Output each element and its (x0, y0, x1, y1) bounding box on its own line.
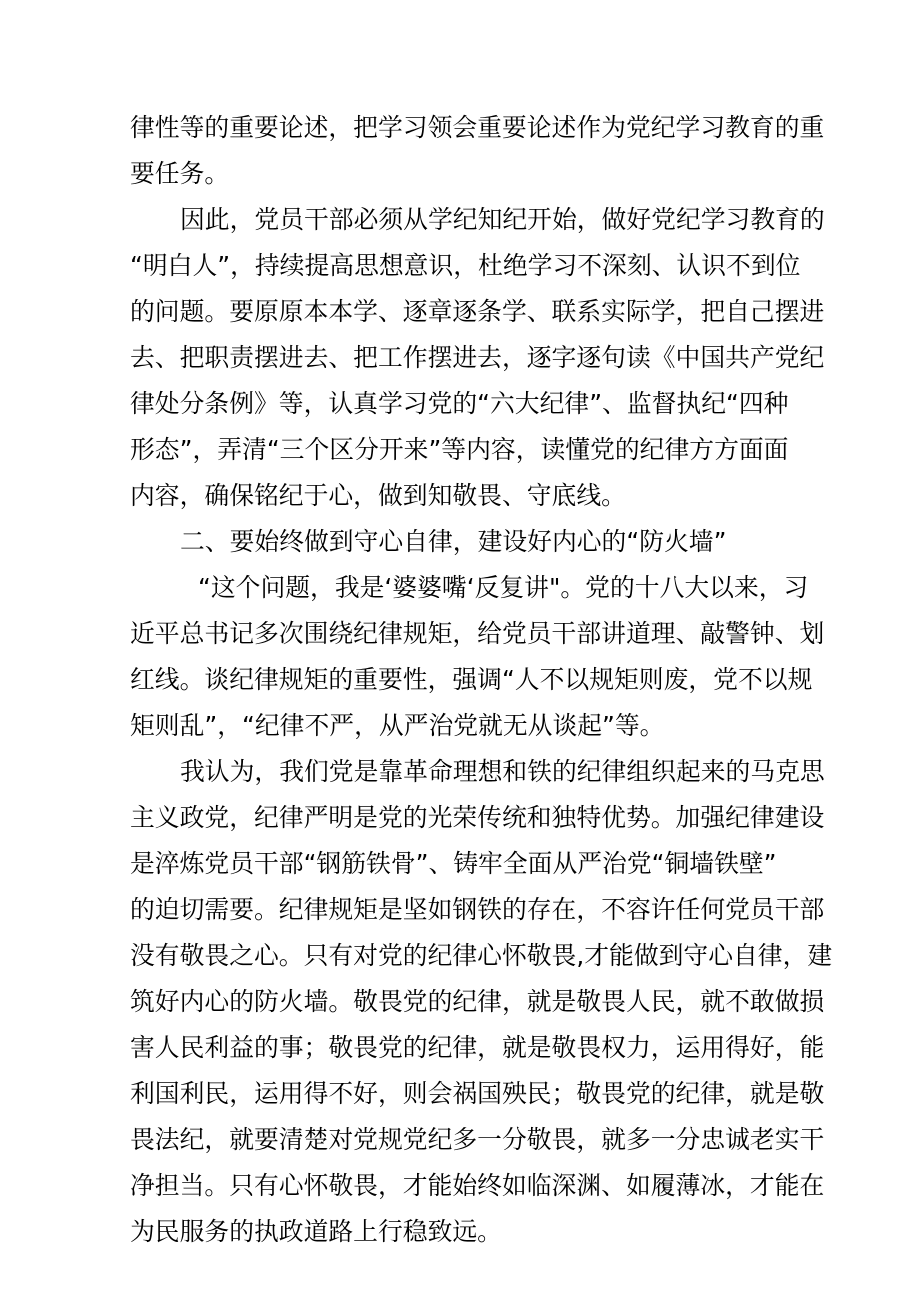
paragraph-line: 为民服务的执政道路上行稳致远。 (130, 1217, 502, 1246)
paragraph-line: 近平总书记多次围绕纪律规矩，给党员干部讲道理、敲警钟、划 (130, 619, 825, 648)
paragraph-line: 利国利民，运用得不好，则会祸国殃民；敬畏党的纪律，就是敬 (130, 1079, 825, 1108)
paragraph-line: “这个问题，我是‘婆婆嘴‘反复讲"。党的十八大以来，习 (198, 573, 809, 602)
paragraph-line: 的问题。要原原本本学、逐章逐条学、联系实际学，把自己摆进 (130, 297, 825, 326)
paragraph-line: 我认为，我们党是靠革命理想和铁的纪律组织起来的马克思 (180, 757, 825, 786)
paragraph-line: 筑好内心的防火墙。敬畏党的纪律，就是敬畏人民，就不敢做损 (130, 987, 825, 1016)
paragraph-line: 因此，党员干部必须从学纪知纪开始，做好党纪学习教育的 (180, 205, 825, 234)
paragraph-line: 矩则乱”，“纪律不严，从严治党就无从谈起”等。 (130, 711, 665, 740)
paragraph-line: 主义政党，纪律严明是党的光荣传统和独特优势。加强纪律建设 (130, 803, 825, 832)
paragraph-line: 红线。谈纪律规矩的重要性，强调“人不以规矩则废，党不以规 (130, 665, 813, 694)
paragraph-line: 形态”，弄清“三个区分开来”等内容，读懂党的纪律方方面面 (130, 435, 789, 464)
paragraph-line: 害人民利益的事；敬畏党的纪律，就是敬畏权力，运用得好，能 (130, 1033, 825, 1062)
paragraph-line: 没有敬畏之心。只有对党的纪律心怀敬畏,才能做到守心自律，建 (130, 941, 833, 970)
paragraph-line: 是淬炼党员干部“钢筋铁骨”、铸牢全面从严治党“铜墙铁壁” (130, 849, 777, 878)
paragraph-line: 畏法纪，就要清楚对党规党纪多一分敬畏，就多一分忠诚老实干 (130, 1125, 825, 1154)
paragraph-line: 律处分条例》等，认真学习党的“六大纪律”、监督执纪“四种 (130, 389, 789, 418)
paragraph-line: 的迫切需要。纪律规矩是坚如钢铁的存在，不容许任何党员干部 (130, 895, 825, 924)
section-heading: 二、要始终做到守心自律，建设好内心的“防火墙” (180, 527, 727, 556)
paragraph-line: 去、把职责摆进去、把工作摆进去，逐字逐句读《中国共产党纪 (130, 343, 825, 372)
paragraph-line: 律性等的重要论述，把学习领会重要论述作为党纪学习教育的重 (130, 113, 825, 142)
paragraph-line: 内容，确保铭纪于心，做到知敬畏、守底线。 (130, 481, 626, 510)
paragraph-line: 净担当。只有心怀敬畏，才能始终如临深渊、如履薄冰，才能在 (130, 1171, 825, 1200)
paragraph-line: 要任务。 (130, 159, 230, 188)
paragraph-line: “明白人”，持续提高思想意识，杜绝学习不深刻、认识不到位 (130, 251, 801, 280)
